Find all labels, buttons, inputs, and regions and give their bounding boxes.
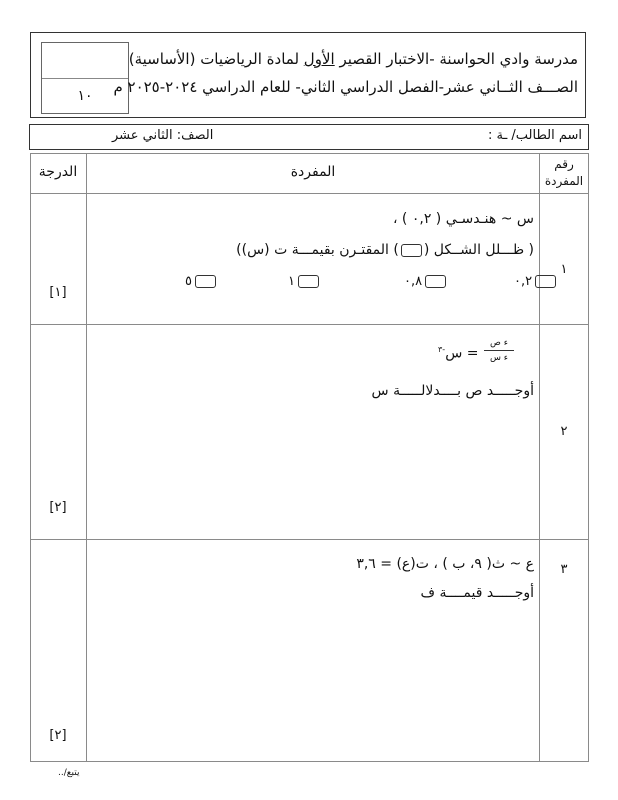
question-grade: [٢] [49,500,67,515]
question-instruction: ( ظـــلل الشــكل ( ) المقتـرن بقيمـــة ت (س)) [236,242,534,258]
question-text: س ~ هنـدسـي ( ٠,٢ ) ، [392,211,534,227]
exponent: -٣ [438,345,446,354]
question-instruction: أوجـــــد ص بــــدلالـــــة س [371,383,534,399]
table-border [588,153,589,762]
option-1[interactable]: ٠,٢ [514,274,556,289]
exam-title: مدرسة وادي الحواسنة -الاختبار القصير الأول لمادة الرياضيات (الأساسية) [128,50,578,68]
question-number: ١ [560,262,568,277]
derivative-fraction: ء ص ء س [484,338,514,363]
table-border [30,153,31,762]
question-text: ع ~ ث( ٩، ب ) ، ت(ع) = ٣,٦ [356,556,534,572]
option-checkbox[interactable] [535,275,556,288]
column-header-item: المفردة [290,164,336,180]
fraction-bar [484,350,514,351]
student-name-field[interactable]: اسم الطالب/ ـة : [487,128,582,143]
shape-example-box [401,244,422,257]
table-border [86,153,87,762]
option-checkbox[interactable] [298,275,319,288]
student-class-label: الصف: الثاني عشر [112,128,214,143]
table-border [30,761,588,762]
question-grade: [٢] [49,728,67,743]
option-2[interactable]: ٠,٨ [404,274,446,289]
student-info-box [29,124,589,150]
table-border [539,153,540,762]
question-instruction: أوجـــــد قيمــــة ف [420,585,534,601]
question-number: ٣ [560,562,568,577]
column-header-number: رقم المفردة [544,157,584,188]
table-border [30,539,588,540]
option-checkbox[interactable] [195,275,216,288]
option-3[interactable]: ١ [288,274,319,289]
equation-rhs: = س$^{-٣}$ [438,345,479,362]
option-4[interactable]: ٥ [185,274,216,289]
column-header-grade: الدرجة [38,164,78,180]
question-number: ٢ [560,424,568,439]
continue-note: يتبع/.. [58,768,80,778]
question-grade: [١] [49,285,67,300]
table-border [30,324,588,325]
total-score-value: ١٠ [77,88,93,104]
table-border [30,193,588,194]
option-checkbox[interactable] [425,275,446,288]
score-field[interactable] [42,43,128,79]
table-border [30,153,588,154]
exam-subtitle: الصـــف الثــاني عشر-الفصل الدراسي الثاني- للعام الدراسي ٢٠٢٤-٢٠٢٥ م [113,78,578,96]
exam-number: الأول [303,50,335,68]
